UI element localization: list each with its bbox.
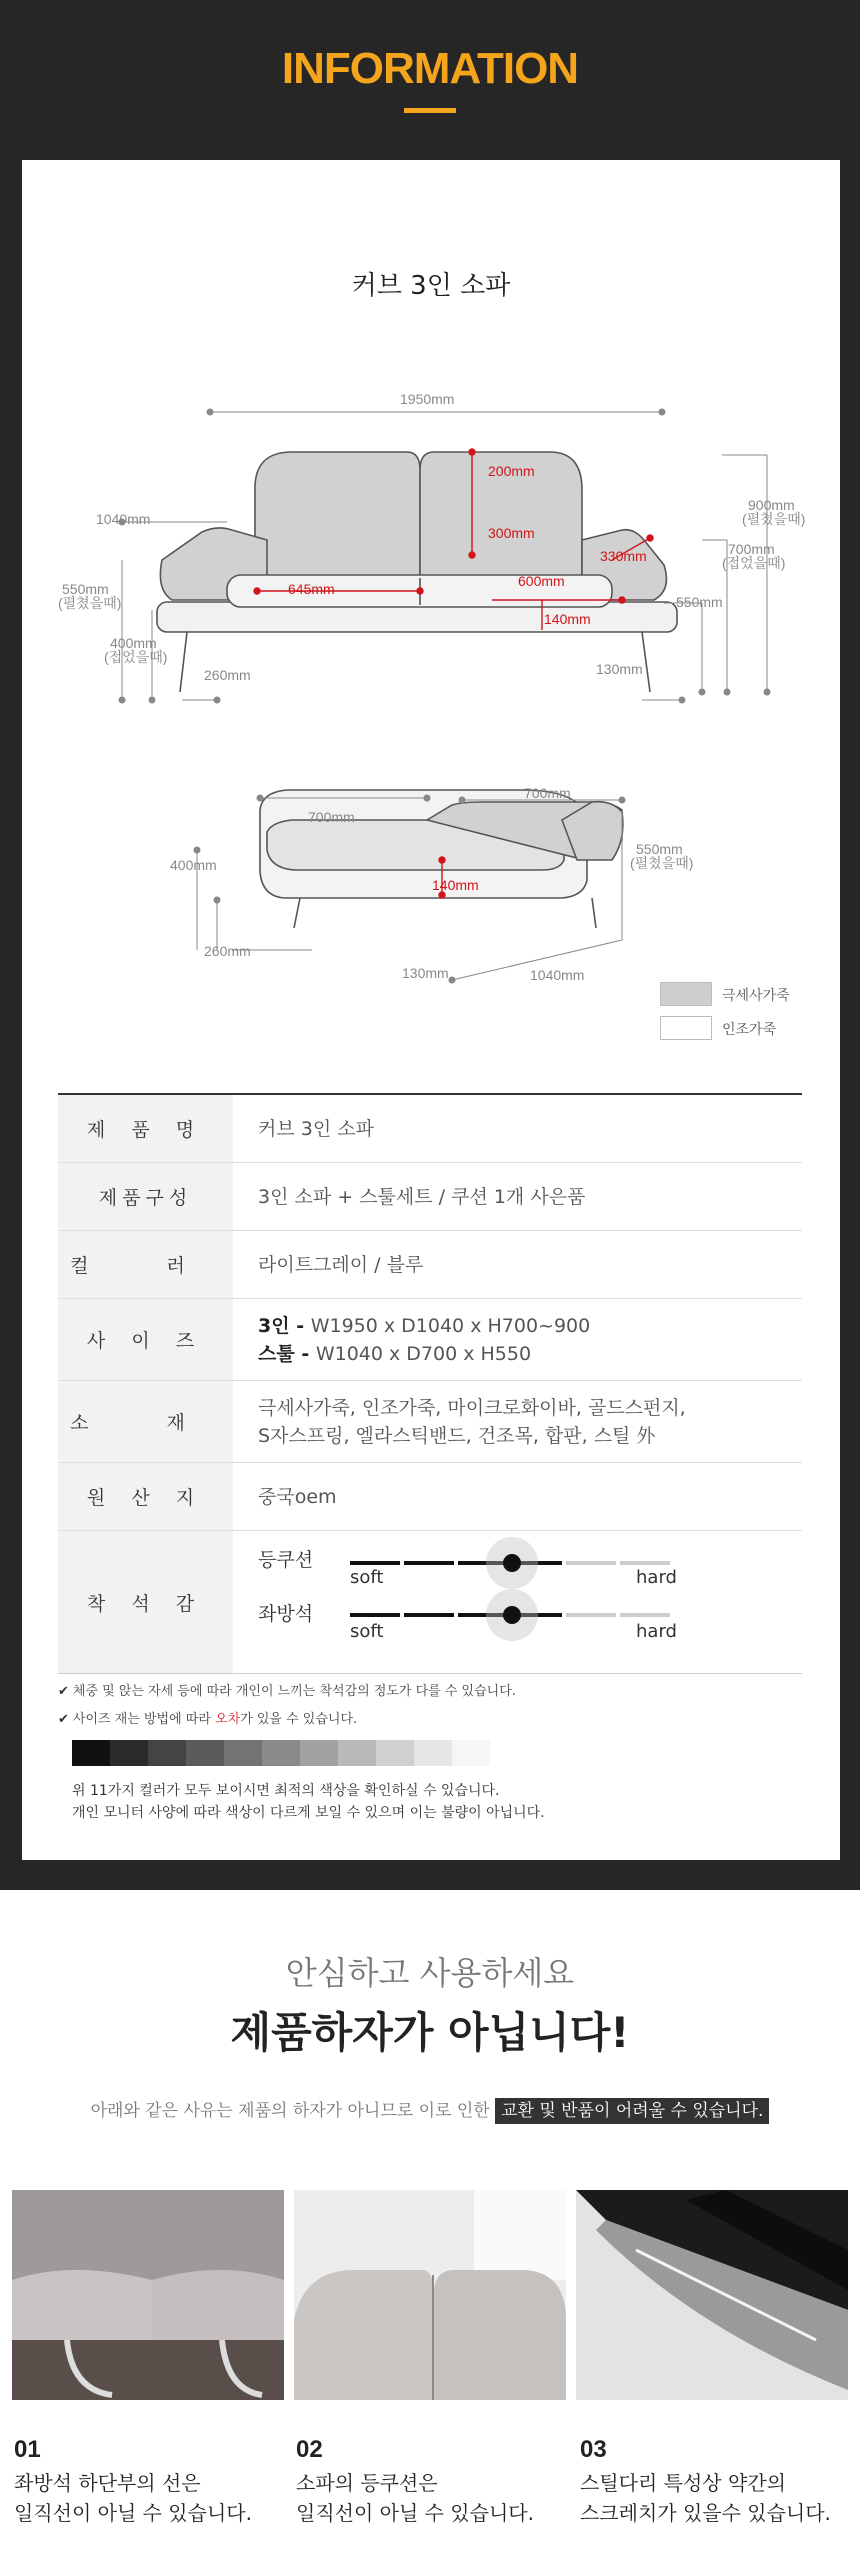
comfort-seat-scale (350, 1613, 670, 1617)
size-line-sofa: 3인 - W1950 x D1040 x H700~900 (258, 1314, 591, 1337)
stool-open-note: (펼쳤을때) (630, 855, 694, 871)
spec-row-name (58, 1095, 802, 1163)
product-info-card (22, 160, 840, 1860)
sofa-arm330-label: 330mm (600, 548, 647, 564)
spec-row-origin (58, 1463, 802, 1531)
sofa-open-note-2: (펼쳤을때) (742, 511, 806, 527)
product-color: 라이트그레이 / 블루 (258, 1253, 424, 1276)
sofa-h200-label: 200mm (488, 463, 535, 479)
spec-value-config (258, 1163, 585, 1230)
section-subtitle: 안심하고 사용하세요 (285, 1954, 575, 1992)
sofa-seat-depth-label: 645mm (288, 581, 335, 597)
spec-value-material (258, 1381, 686, 1462)
item-caption-2: 소파의 등쿠션은 일직선이 아닐 수 있습니다. (296, 2471, 534, 2525)
spec-row-config (58, 1163, 802, 1231)
sofa-h300-label: 300mm (488, 525, 535, 541)
comfort-seat-label: 좌방석 (258, 1603, 314, 1625)
spec-table (58, 1093, 802, 1674)
sofa-h700-label: 700mm (728, 541, 775, 557)
spec-label-origin: 원 산 지 (58, 1463, 233, 1530)
product-title: 커브 3인 소파 (351, 271, 511, 301)
palette-swatch (414, 1740, 452, 1766)
item-number-2: 02 (296, 2436, 323, 2463)
palette-swatch (224, 1740, 262, 1766)
palette-swatch (300, 1740, 338, 1766)
comfort-back-knob (503, 1554, 521, 1572)
spec-label-color: 컬 러 (58, 1231, 233, 1298)
not-a-defect-section (0, 1890, 860, 2565)
stool-h400-label: 400mm (170, 857, 217, 873)
spec-label-name: 제 품 명 (58, 1095, 233, 1162)
comfort-back-hard: hard (636, 1567, 677, 1588)
legend-label-microfiber: 극세사가죽 (722, 988, 790, 1004)
photo-steel-leg-scratch (576, 2190, 848, 2400)
spec-value-origin (258, 1463, 337, 1530)
photo-seat-bottom-line (12, 2190, 284, 2400)
stool-h260-label: 260mm (204, 943, 251, 959)
comfort-seat-hard: hard (636, 1621, 677, 1642)
exchange-notice-highlight: 교환 및 반품이 어려울 수 있습니다. (495, 2098, 769, 2124)
stool-d700a-label: 700mm (308, 809, 355, 825)
legend-swatch-synthetic (660, 1016, 712, 1040)
size-line-stool: 스툴 - W1040 x D700 x H550 (258, 1342, 532, 1365)
product-origin: 중국oem (258, 1485, 337, 1508)
check-icon: ✔ (58, 1684, 69, 1699)
spec-row-comfort (58, 1531, 802, 1673)
sofa-folded-note-2: (접었을때) (722, 555, 786, 571)
section-title: INFORMATION (281, 44, 579, 93)
palette-swatch (148, 1740, 186, 1766)
comfort-back-cushion-label: 등쿠션 (258, 1549, 314, 1571)
palette-swatch (110, 1740, 148, 1766)
color-calibration-palette (72, 1740, 490, 1766)
stool-d700b-label: 700mm (524, 785, 571, 801)
spec-value-color (258, 1231, 423, 1298)
sofa-h550-label: 550mm (676, 594, 723, 610)
exchange-notice: 아래와 같은 사유는 제품의 하자가 아니므로 이로 인한 교환 및 반품이 어려울 수 있습니다. (0, 2096, 860, 2121)
spec-row-size (58, 1299, 802, 1381)
item-caption-1: 좌방석 하단부의 선은 일직선이 아닐 수 있습니다. (14, 2471, 252, 2525)
check-icon: ✔ (58, 1712, 69, 1727)
sofa-folded-note: (접었을때) (104, 649, 168, 665)
spec-value-name (258, 1095, 374, 1162)
material-line-2: S자스프링, 엘라스틱밴드, 건조목, 합판, 스틸 外 (258, 1424, 656, 1447)
spec-label-comfort: 착 석 감 (58, 1531, 233, 1673)
sofa-h140-label: 140mm (544, 611, 591, 627)
note-comfort-variance: ✔ 체중 및 앉는 자세 등에 따라 개인이 느끼는 착석감의 정도가 다를 수 있습니다. (58, 1684, 516, 1699)
stool-h140-label: 140mm (432, 877, 479, 893)
spec-label-config: 제품구성 (58, 1163, 233, 1230)
comfort-back-soft: soft (350, 1567, 384, 1588)
palette-swatch (186, 1740, 224, 1766)
sofa-open-note: (펼쳤을때) (58, 595, 122, 611)
stool-h550-label: 550mm (636, 841, 683, 857)
product-config: 3인 소파 + 스툴세트 / 쿠션 1개 사은품 (258, 1185, 586, 1208)
comfort-back-scale (350, 1561, 670, 1565)
stool-w1040-label: 1040mm (530, 967, 585, 983)
item-caption-3: 스틸다리 특성상 약간의 스크레치가 있을수 있습니다. (580, 2471, 831, 2525)
sofa-arm600-label: 600mm (518, 573, 565, 589)
dimension-diagram (22, 160, 840, 1210)
material-line-1: 극세사가죽, 인조가죽, 마이크로화이바, 골드스펀지, (258, 1396, 686, 1419)
sofa-h400-label: 400mm (110, 635, 157, 651)
section-main-title: 제품하자가 아닙니다! (230, 2008, 630, 2057)
information-header (0, 0, 860, 160)
product-name: 커브 3인 소파 (258, 1117, 374, 1140)
sofa-width-label: 1950mm (400, 391, 455, 407)
sofa-h900-label: 900mm (748, 497, 795, 513)
spec-row-material (58, 1381, 802, 1463)
spec-label-size: 사 이 즈 (58, 1299, 233, 1380)
sofa-illustration (157, 452, 677, 692)
legend-swatch-microfiber (660, 982, 712, 1006)
palette-swatch (338, 1740, 376, 1766)
palette-note-2: 개인 모니터 사양에 따라 색상이 다르게 보일 수 있으며 이는 불량이 아닙니다. (72, 1805, 545, 1821)
sofa-h260-label: 260mm (204, 667, 251, 683)
photo-back-cushion (294, 2190, 566, 2400)
sofa-h550-open-label: 550mm (62, 581, 109, 597)
legend-label-synthetic: 인조가죽 (722, 1022, 777, 1038)
palette-note-1: 위 11가지 컬러가 모두 보이시면 최적의 색상을 확인하실 수 있습니다. (72, 1783, 500, 1799)
sofa-depth-label: 1040mm (96, 511, 151, 527)
palette-swatch (72, 1740, 110, 1766)
sofa-h130-label: 130mm (596, 661, 643, 677)
note-size-tolerance: ✔ 사이즈 재는 방법에 따라 오차가 있을 수 있습니다. (58, 1712, 358, 1727)
spec-row-color (58, 1231, 802, 1299)
palette-swatch (376, 1740, 414, 1766)
palette-swatch (452, 1740, 490, 1766)
palette-swatch (262, 1740, 300, 1766)
comfort-seat-knob (503, 1606, 521, 1624)
spec-label-material: 소 재 (58, 1381, 233, 1462)
spec-value-size (258, 1299, 590, 1380)
item-number-1: 01 (14, 2436, 41, 2463)
comfort-seat-soft: soft (350, 1621, 384, 1642)
stool-h130-label: 130mm (402, 965, 449, 981)
title-underline (404, 108, 456, 113)
item-number-3: 03 (580, 2436, 607, 2463)
